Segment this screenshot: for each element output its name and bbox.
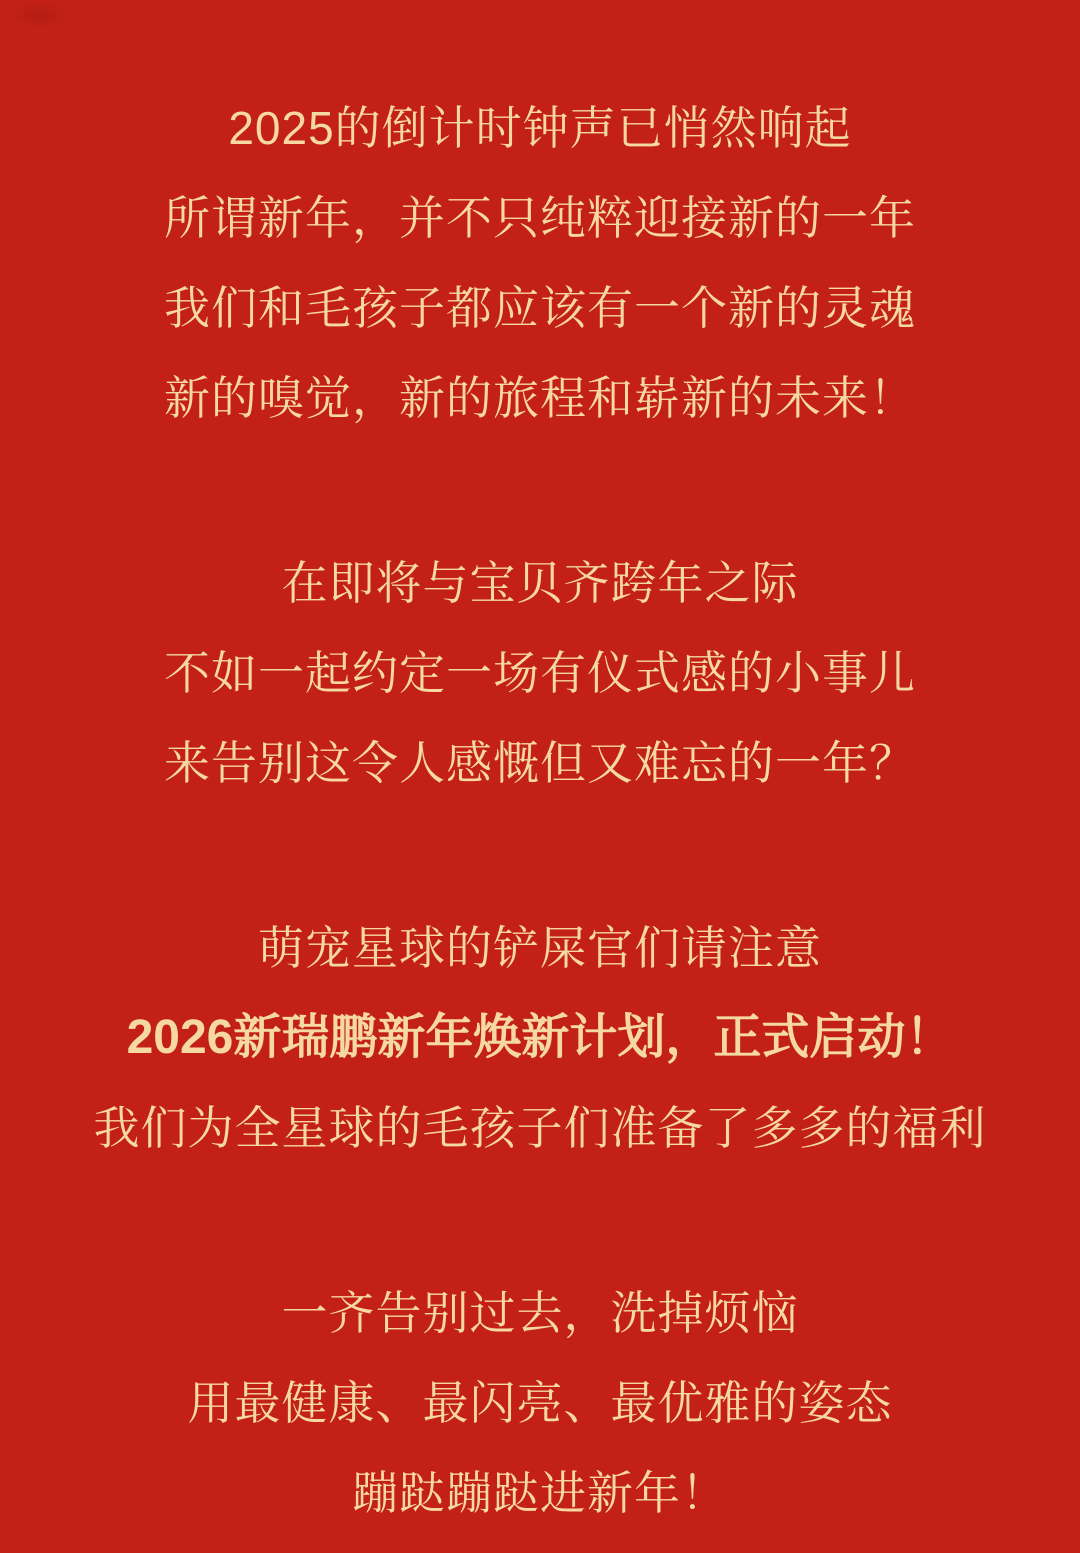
- poster-line: 来告别这令人感慨但又难忘的一年？: [164, 737, 916, 789]
- poster-line: 用最健康、最闪亮、最优雅的姿态: [187, 1377, 893, 1429]
- poster-line: 2025的倒计时钟声已悄然响起: [228, 102, 852, 154]
- poster-paragraph-intro: [0, 83, 1080, 443]
- poster-line: 我们为全星球的毛孩子们准备了多多的福利: [93, 1102, 987, 1154]
- poster-line-campaign-title: 2026新瑞鹏新年焕新计划，正式启动！: [126, 1011, 954, 1064]
- poster-line: 我们和毛孩子都应该有一个新的灵魂: [164, 282, 916, 334]
- poster-line: 所谓新年，并不只纯粹迎接新的一年: [164, 192, 916, 244]
- poster-paragraph-closing: [0, 1268, 1080, 1538]
- poster-line: 萌宠星球的铲屎官们请注意: [258, 922, 822, 974]
- poster-line: 蹦跶蹦跶进新年！: [352, 1467, 728, 1519]
- poster-paragraph-crossyear: [0, 538, 1080, 808]
- poster-line: 新的嗅觉，新的旅程和崭新的未来！: [164, 372, 916, 424]
- poster-line: 在即将与宝贝齐跨年之际: [281, 557, 799, 609]
- poster-paragraph-announcement: [0, 903, 1080, 1173]
- poster-line: 不如一起约定一场有仪式感的小事儿: [164, 647, 916, 699]
- poster-line: 一齐告别过去，洗掉烦恼: [281, 1287, 799, 1339]
